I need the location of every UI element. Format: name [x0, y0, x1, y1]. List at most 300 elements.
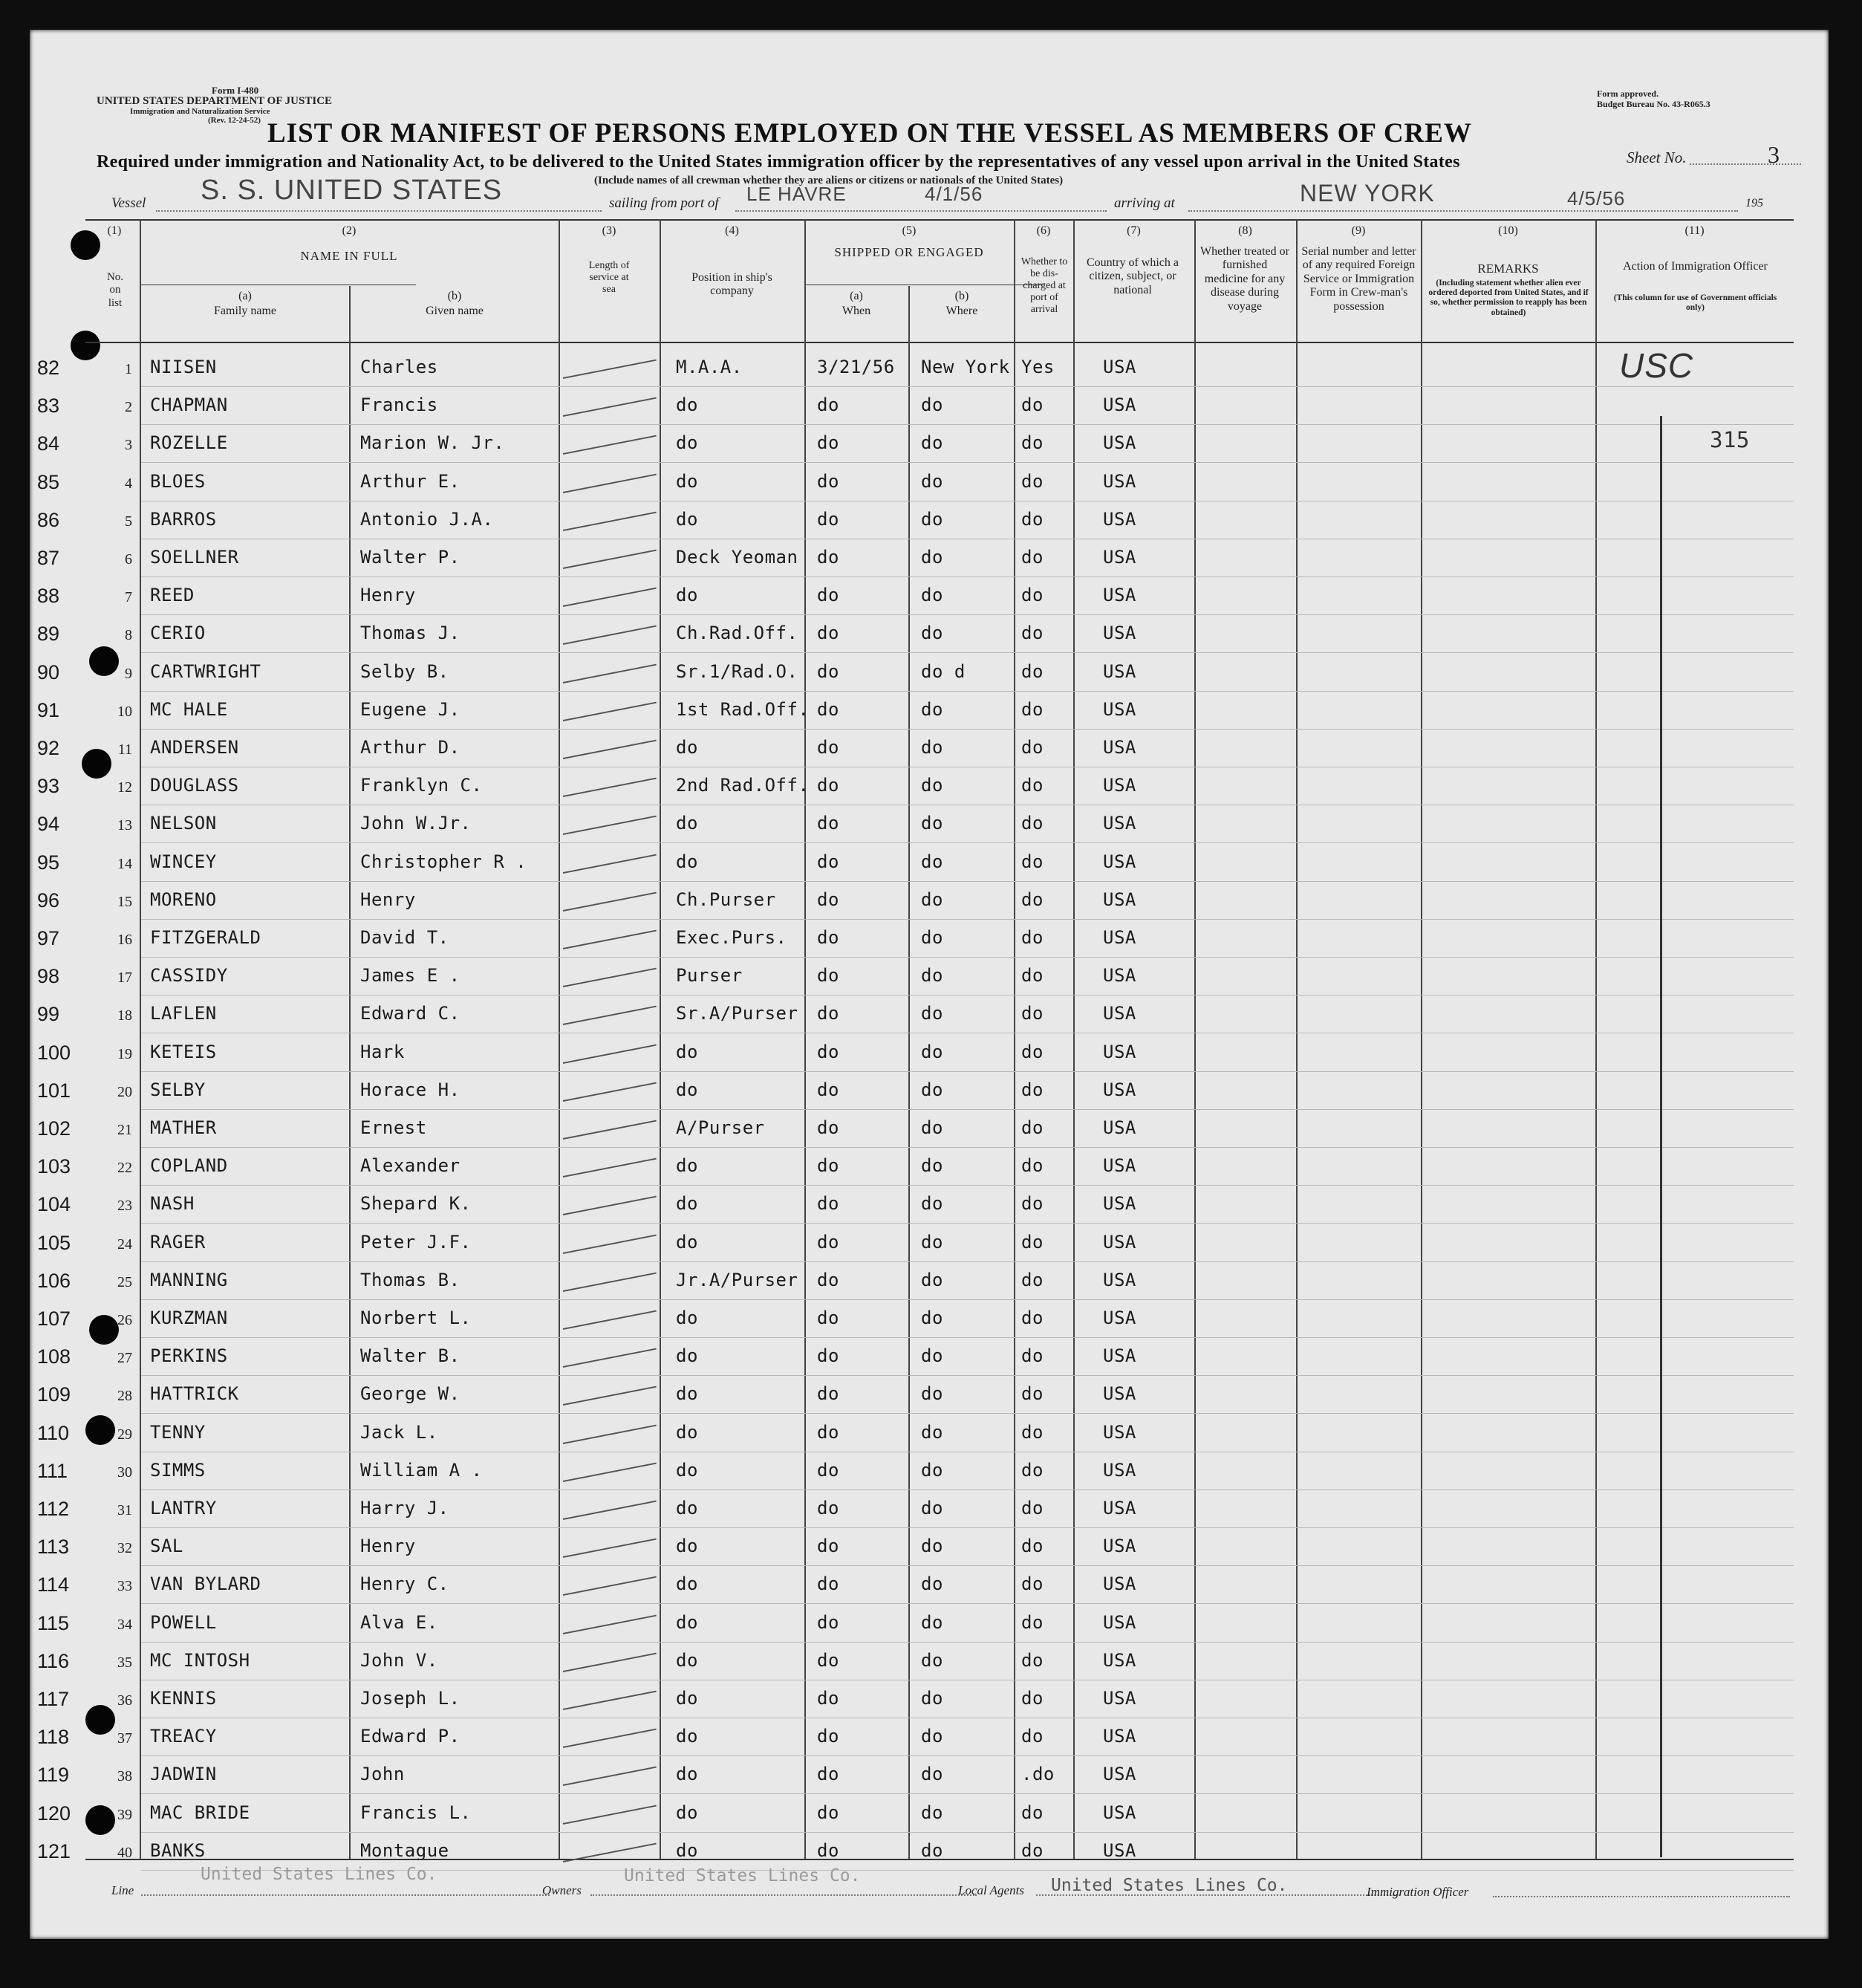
col7-label: Country of which a citizen, subject, or national	[1087, 256, 1179, 296]
shipped-where: do	[921, 1688, 943, 1709]
row-reference-number: 107	[37, 1308, 71, 1330]
col10-num: (10)	[1498, 224, 1518, 237]
shipped-when: do	[817, 1193, 839, 1215]
shipped-where: do	[921, 394, 943, 416]
family-name: CASSIDY	[150, 965, 228, 987]
family-name: ANDERSEN	[150, 737, 239, 758]
service-length-mark	[563, 1158, 657, 1177]
country: USA	[1103, 737, 1136, 758]
shipped-where: do	[921, 432, 943, 454]
service-length-mark	[563, 1462, 657, 1481]
officer-initials: USC	[1619, 346, 1694, 385]
shipped-when: do	[817, 1383, 839, 1405]
shipped-when: do	[817, 965, 839, 987]
row-reference-number: 98	[37, 965, 60, 988]
service-length-mark	[563, 816, 657, 835]
row-separator	[141, 1413, 1794, 1414]
col2-label: NAME IN FULL	[300, 249, 398, 263]
service-length-mark	[563, 511, 657, 530]
service-length-mark	[563, 1614, 657, 1634]
discharged: do	[1021, 1041, 1044, 1062]
crew-count: 315	[1710, 427, 1750, 452]
position: do	[676, 1611, 698, 1633]
service-length-mark	[563, 1539, 657, 1558]
row-list-number: 2	[125, 399, 132, 416]
footer-owners-label: Owners	[542, 1883, 582, 1897]
country: USA	[1103, 508, 1136, 530]
discharged: do	[1021, 547, 1044, 568]
shipped-when: do	[817, 1117, 839, 1138]
row-reference-number: 117	[37, 1688, 70, 1710]
col2a-label: Family name	[214, 305, 276, 317]
shipped-where: do	[921, 1041, 943, 1062]
row-list-number: 23	[117, 1198, 132, 1215]
family-name: NELSON	[150, 813, 217, 834]
row-list-number: 3	[125, 437, 132, 454]
footer-agents-value: United States Lines Co.	[1051, 1876, 1288, 1895]
page-title: LIST OR MANIFEST OF PERSONS EMPLOYED ON THE VESSEL AS MEMBERS OF CREW	[267, 118, 1472, 149]
shipped-where: New York	[921, 357, 1010, 377]
shipped-where: do	[921, 508, 943, 530]
punch-hole	[71, 331, 100, 360]
family-name: SELBY	[150, 1079, 206, 1100]
row-separator	[141, 1223, 1794, 1224]
discharged: do	[1021, 1269, 1044, 1290]
given-name: Francis	[360, 394, 438, 416]
row-list-number: 31	[117, 1502, 132, 1518]
service-length-mark	[563, 891, 657, 911]
row-reference-number: 85	[37, 470, 60, 493]
discharged: do	[1021, 927, 1044, 948]
given-name: Joseph L.	[360, 1688, 460, 1709]
position: do	[676, 1421, 698, 1443]
position: do	[676, 394, 698, 416]
service-length-mark	[563, 1082, 657, 1101]
service-length-mark	[563, 1576, 657, 1596]
row-separator	[141, 1147, 1794, 1148]
row-list-number: 22	[117, 1160, 132, 1177]
shipped-when: do	[817, 1611, 839, 1633]
given-name: James E .	[360, 965, 460, 987]
row-list-number: 29	[117, 1426, 132, 1443]
row-separator	[141, 1527, 1794, 1528]
row-list-number: 15	[117, 893, 132, 910]
shipped-where: do	[921, 851, 943, 872]
row-reference-number: 109	[37, 1383, 71, 1406]
row-separator	[141, 842, 1794, 843]
row-reference-number: 83	[37, 394, 60, 418]
given-name: Antonio J.A.	[360, 508, 494, 530]
manifest-sheet	[30, 30, 1829, 1939]
row-list-number: 9	[125, 665, 132, 682]
row-reference-number: 99	[37, 1003, 60, 1026]
service-length-mark	[563, 854, 657, 873]
row-list-number: 10	[117, 703, 132, 720]
row-reference-number: 119	[37, 1764, 70, 1787]
arriving-label: arriving at	[1114, 195, 1175, 211]
row-separator	[141, 1261, 1794, 1262]
col4-label: Position in ship's company	[691, 271, 772, 298]
given-name: Selby B.	[360, 660, 449, 682]
discharged: do	[1021, 1308, 1044, 1328]
row-reference-number: 114	[37, 1573, 70, 1596]
given-name: Eugene J.	[360, 698, 460, 720]
position: Sr.1/Rad.O.	[676, 660, 798, 682]
col3-label: Length of service at sea	[588, 260, 630, 296]
shipped-where: do	[921, 775, 943, 796]
service-length-mark	[563, 360, 657, 379]
shipped-where: do	[921, 1421, 943, 1443]
shipped-when: do	[817, 1536, 839, 1557]
shipped-where: do	[921, 1726, 943, 1747]
col11-num: (11)	[1684, 224, 1705, 237]
country: USA	[1103, 1079, 1136, 1100]
family-name: MC INTOSH	[150, 1649, 250, 1671]
discharged: do	[1021, 470, 1044, 492]
country: USA	[1103, 1498, 1136, 1518]
col6-num: (6)	[1036, 224, 1051, 237]
service-length-mark	[563, 663, 657, 683]
position: do	[676, 1498, 698, 1518]
row-reference-number: 110	[37, 1421, 70, 1444]
discharged: do	[1021, 1383, 1044, 1405]
discharged: do	[1021, 1079, 1044, 1100]
row-list-number: 33	[117, 1578, 132, 1595]
row-separator	[141, 576, 1794, 577]
row-reference-number: 95	[37, 851, 60, 874]
shipped-where: do	[921, 927, 943, 948]
position: do	[676, 1231, 698, 1253]
discharged: do	[1021, 1231, 1044, 1253]
shipped-when: do	[817, 1764, 839, 1785]
discharged: do	[1021, 1498, 1044, 1518]
row-list-number: 5	[125, 513, 132, 530]
shipped-when: do	[817, 1839, 839, 1861]
shipped-where: do	[921, 889, 943, 910]
country: USA	[1103, 1041, 1136, 1062]
row-separator	[141, 1299, 1794, 1300]
vessel-name: S. S. UNITED STATES	[201, 175, 503, 206]
family-name: LAFLEN	[150, 1003, 217, 1024]
shipped-where: do	[921, 1155, 943, 1177]
service-length-mark	[563, 701, 657, 721]
country: USA	[1103, 775, 1136, 796]
footer-owners-value: United States Lines Co.	[624, 1866, 861, 1885]
service-length-mark	[563, 930, 657, 949]
row-list-number: 19	[117, 1045, 132, 1062]
shipped-where: do	[921, 965, 943, 987]
position: Ch.Purser	[676, 889, 776, 910]
row-separator	[141, 1185, 1794, 1186]
family-name: MORENO	[150, 889, 217, 910]
family-name: TREACY	[150, 1726, 217, 1747]
given-name: Ernest	[360, 1117, 427, 1138]
row-list-number: 7	[125, 589, 132, 606]
country: USA	[1103, 585, 1136, 606]
position: do	[676, 1155, 698, 1177]
row-list-number: 36	[117, 1692, 132, 1709]
family-name: COPLAND	[150, 1155, 228, 1177]
position: do	[676, 1193, 698, 1215]
shipped-when: do	[817, 1459, 839, 1481]
position: do	[676, 1345, 698, 1367]
family-name: SAL	[150, 1536, 183, 1557]
service-length-mark	[563, 588, 657, 607]
given-name: Henry	[360, 889, 416, 910]
family-name: MATHER	[150, 1117, 217, 1138]
service-length-mark	[563, 740, 657, 759]
shipped-when: do	[817, 775, 839, 796]
row-list-number: 14	[117, 855, 132, 872]
col10-label: REMARKS	[1477, 262, 1539, 276]
family-name: KENNIS	[150, 1688, 217, 1709]
row-list-number: 1	[125, 361, 132, 377]
position: Ch.Rad.Off.	[676, 623, 798, 644]
position: Purser	[676, 965, 743, 987]
shipped-when: do	[817, 1573, 839, 1595]
family-name: SIMMS	[150, 1459, 206, 1481]
discharged: do	[1021, 1459, 1044, 1481]
service-length-mark	[563, 1120, 657, 1140]
given-name: Alexander	[360, 1155, 460, 1177]
shipped-where: do	[921, 1839, 943, 1861]
shipped-where: do	[921, 1003, 943, 1024]
service-length-mark	[563, 1348, 657, 1368]
arriving-date: 4/5/56	[1567, 187, 1626, 209]
position: do	[676, 737, 698, 758]
position: do	[676, 851, 698, 872]
given-name: John	[360, 1764, 405, 1785]
discharged: do	[1021, 432, 1044, 454]
col2-num: (2)	[342, 224, 357, 237]
col8-label: Whether treated or furnished medicine for any disease during voyage	[1200, 245, 1289, 313]
position: Exec.Purs.	[676, 927, 787, 948]
position: do	[676, 1839, 698, 1861]
shipped-where: do	[921, 623, 943, 644]
shipped-where: do	[921, 1802, 943, 1823]
officer-bracket-line	[1660, 416, 1662, 1857]
service-length-mark	[563, 968, 657, 987]
row-reference-number: 108	[37, 1345, 71, 1368]
row-separator	[141, 1071, 1794, 1072]
vessel-label: Vessel	[111, 195, 146, 211]
given-name: Henry C.	[360, 1573, 449, 1595]
service-length-mark	[563, 435, 657, 455]
row-list-number: 4	[125, 475, 132, 492]
family-name: TENNY	[150, 1421, 206, 1443]
discharged: .do	[1021, 1764, 1055, 1785]
row-separator	[141, 1603, 1794, 1604]
shipped-when: do	[817, 1649, 839, 1671]
family-name: NASH	[150, 1193, 195, 1215]
sheet-number: 3	[1768, 141, 1780, 168]
position: 1st Rad.Off.	[676, 698, 810, 720]
given-name: Harry J.	[360, 1498, 449, 1518]
year-suffix: 195	[1745, 197, 1763, 209]
row-reference-number: 91	[37, 698, 60, 721]
row-separator	[141, 424, 1794, 425]
country: USA	[1103, 1573, 1136, 1595]
given-name: George W.	[360, 1383, 460, 1405]
shipped-when: do	[817, 547, 839, 568]
shipped-when: do	[817, 1269, 839, 1290]
given-name: John V.	[360, 1649, 438, 1671]
family-name: CHAPMAN	[150, 394, 228, 416]
col10-note: (Including statement whether alien ever ordered deported from United States, and if so, whether permission to reapply has been obtained)	[1428, 279, 1589, 317]
service-length-mark	[563, 1196, 657, 1215]
discharged: do	[1021, 623, 1044, 644]
service-length-mark	[563, 626, 657, 645]
family-name: BLOES	[150, 470, 206, 492]
discharged: do	[1021, 660, 1044, 682]
position: Jr.A/Purser	[676, 1269, 798, 1290]
position: do	[676, 1459, 698, 1481]
row-reference-number: 89	[37, 623, 60, 646]
service-length-mark	[563, 1386, 657, 1406]
shipped-when: do	[817, 1726, 839, 1747]
row-reference-number: 116	[37, 1649, 70, 1672]
given-name: Jack L.	[360, 1421, 438, 1443]
position: do	[676, 432, 698, 454]
country: USA	[1103, 1649, 1136, 1671]
shipped-when: do	[817, 1079, 839, 1100]
shipped-when: do	[817, 508, 839, 530]
subtitle: Required under immigration and Nationality Act, to be delivered to the United States immigration officer by the representatives of any vessel upon arrival in the United States	[97, 152, 1460, 172]
position: Sr.A/Purser	[676, 1003, 798, 1024]
country: USA	[1103, 1459, 1136, 1481]
discharged: do	[1021, 1573, 1044, 1595]
row-list-number: 34	[117, 1616, 132, 1633]
country: USA	[1103, 1231, 1136, 1253]
shipped-where: do	[921, 1308, 943, 1328]
position: do	[676, 508, 698, 530]
shipped-where: do	[921, 470, 943, 492]
row-separator	[141, 1832, 1794, 1833]
family-name: MC HALE	[150, 698, 228, 720]
shipped-when: 3/21/56	[817, 357, 895, 377]
shipped-when: do	[817, 737, 839, 758]
shipped-where: do	[921, 698, 943, 720]
shipped-when: do	[817, 432, 839, 454]
shipped-when: do	[817, 1041, 839, 1062]
col5b-num: (b)	[954, 290, 969, 302]
row-separator	[141, 652, 1794, 653]
row-list-number: 28	[117, 1388, 132, 1405]
discharged: do	[1021, 965, 1044, 987]
row-list-number: 18	[117, 1007, 132, 1024]
col5a-num: (a)	[850, 290, 863, 302]
position: do	[676, 1649, 698, 1671]
shipped-where: do	[921, 1079, 943, 1100]
row-list-number: 13	[117, 817, 132, 834]
row-reference-number: 106	[37, 1269, 71, 1292]
row-reference-number: 103	[37, 1155, 71, 1178]
family-name: JADWIN	[150, 1764, 217, 1785]
discharged: do	[1021, 698, 1044, 720]
discharged: do	[1021, 1003, 1044, 1024]
service-length-mark	[563, 1234, 657, 1253]
country: USA	[1103, 1764, 1136, 1785]
row-list-number: 6	[125, 551, 132, 568]
shipped-where: do d	[921, 660, 966, 682]
given-name: Edward C.	[360, 1003, 460, 1024]
family-name: RAGER	[150, 1231, 206, 1253]
given-name: David T.	[360, 927, 449, 948]
country: USA	[1103, 1383, 1136, 1405]
country: USA	[1103, 1308, 1136, 1328]
country: USA	[1103, 357, 1136, 377]
shipped-when: do	[817, 889, 839, 910]
discharged: do	[1021, 813, 1044, 834]
country: USA	[1103, 1611, 1136, 1633]
country: USA	[1103, 547, 1136, 568]
country: USA	[1103, 623, 1136, 644]
row-reference-number: 86	[37, 508, 60, 531]
service-length-mark	[563, 1767, 657, 1786]
country: USA	[1103, 1421, 1136, 1443]
service-length-mark	[563, 1310, 657, 1330]
form-number: Form I-480	[212, 85, 259, 96]
country: USA	[1103, 1839, 1136, 1861]
position: do	[676, 1802, 698, 1823]
row-reference-number: 82	[37, 357, 60, 379]
shipped-when: do	[817, 1688, 839, 1709]
row-separator	[141, 1375, 1794, 1376]
row-reference-number: 97	[37, 927, 60, 949]
service-length-mark	[563, 1729, 657, 1748]
form-approved: Form approved.	[1597, 88, 1659, 99]
country: USA	[1103, 1726, 1136, 1747]
discharged: do	[1021, 1536, 1044, 1557]
shipped-when: do	[817, 623, 839, 644]
sheet-number-label: Sheet No.	[1627, 149, 1687, 166]
discharged: do	[1021, 1688, 1044, 1709]
discharged: do	[1021, 1649, 1044, 1671]
country: USA	[1103, 1802, 1136, 1823]
sailing-port: LE HAVRE	[746, 183, 847, 205]
shipped-when: do	[817, 1231, 839, 1253]
row-reference-number: 115	[37, 1611, 70, 1634]
discharged: Yes	[1021, 357, 1055, 377]
family-name: LANTRY	[150, 1498, 217, 1518]
country: USA	[1103, 889, 1136, 910]
discharged: do	[1021, 1421, 1044, 1443]
footer-agents-label: Local Agents	[958, 1883, 1024, 1897]
row-separator	[141, 1642, 1794, 1643]
row-reference-number: 112	[37, 1498, 70, 1520]
col9-label: Serial number and letter of any required Foreign Service or Immigration Form in Crew-man's possession	[1301, 245, 1416, 313]
row-reference-number: 92	[37, 737, 60, 759]
row-list-number: 20	[117, 1083, 132, 1100]
col2a-num: (a)	[238, 290, 252, 302]
department-name: UNITED STATES DEPARTMENT OF JUSTICE	[97, 95, 333, 107]
given-name: Franklyn C.	[360, 775, 483, 796]
given-name: Walter P.	[360, 547, 460, 568]
service-length-mark	[563, 1006, 657, 1025]
discharged: do	[1021, 1117, 1044, 1138]
country: USA	[1103, 432, 1136, 454]
given-name: Walter B.	[360, 1345, 460, 1367]
col1-label: No. on list	[106, 271, 124, 309]
country: USA	[1103, 698, 1136, 720]
given-name: Christopher R .	[360, 851, 527, 872]
family-name: HATTRICK	[150, 1383, 239, 1405]
family-name: DOUGLASS	[150, 775, 239, 796]
discharged: do	[1021, 585, 1044, 606]
shipped-where: do	[921, 1649, 943, 1671]
shipped-when: do	[817, 813, 839, 834]
discharged: do	[1021, 1193, 1044, 1215]
